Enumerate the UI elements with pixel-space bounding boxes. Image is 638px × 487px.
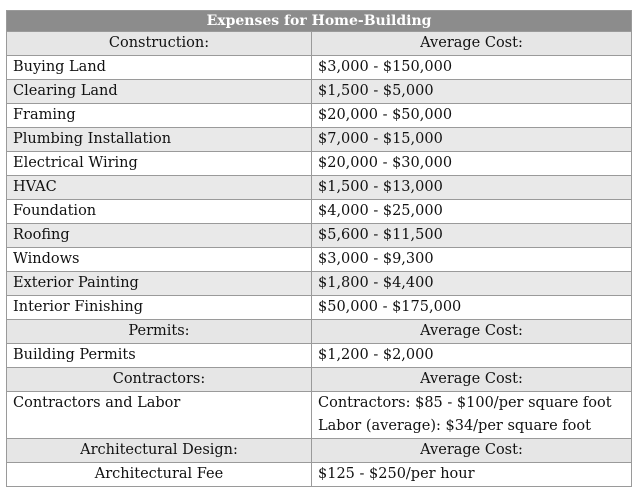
item-cell: HVAC xyxy=(7,176,312,200)
table-row xyxy=(7,344,632,368)
table-row xyxy=(7,104,632,128)
item-cell: Contractors and Labor xyxy=(7,392,312,439)
cost-header: Average Cost: xyxy=(312,32,632,56)
cost-cell: $1,500 - $13,000 xyxy=(312,176,632,200)
item-cell: Framing xyxy=(7,104,312,128)
item-cell: Architectural Fee xyxy=(7,463,312,487)
table-row xyxy=(7,296,632,320)
cost-cell: $50,000 - $175,000 xyxy=(312,296,632,320)
cost-cell: $1,200 - $2,000 xyxy=(312,344,632,368)
item-cell: Foundation xyxy=(7,200,312,224)
item-cell: Plumbing Installation xyxy=(7,128,312,152)
item-cell: Buying Land xyxy=(7,56,312,80)
cost-cell: $125 - $250/per hour xyxy=(312,463,632,487)
cost-line: Labor (average): $34/per square foot xyxy=(318,418,591,434)
item-cell: Clearing Land xyxy=(7,80,312,104)
section-label: Contractors: xyxy=(7,368,312,392)
cost-cell: $1,800 - $4,400 xyxy=(312,272,632,296)
table-row xyxy=(7,224,632,248)
cost-cell: $7,000 - $15,000 xyxy=(312,128,632,152)
cost-cell: $3,000 - $150,000 xyxy=(312,56,632,80)
table-row xyxy=(7,248,632,272)
section-header-permits xyxy=(7,320,632,344)
table-row xyxy=(7,200,632,224)
cost-header: Average Cost: xyxy=(312,368,632,392)
cost-line: Contractors: $85 - $100/per square foot xyxy=(318,395,612,411)
section-label: Architectural Design: xyxy=(7,439,312,463)
table-row xyxy=(7,80,632,104)
table-row xyxy=(7,392,632,439)
cost-cell xyxy=(312,392,632,439)
section-header-architectural xyxy=(7,439,632,463)
cost-cell: $5,600 - $11,500 xyxy=(312,224,632,248)
table-row xyxy=(7,272,632,296)
section-header-construction xyxy=(7,32,632,56)
cost-cell: $20,000 - $50,000 xyxy=(312,104,632,128)
cost-header: Average Cost: xyxy=(312,439,632,463)
cost-cell: $20,000 - $30,000 xyxy=(312,152,632,176)
item-cell: Roofing xyxy=(7,224,312,248)
section-label: Construction: xyxy=(7,32,312,56)
table-row xyxy=(7,56,632,80)
item-cell: Building Permits xyxy=(7,344,312,368)
item-cell: Electrical Wiring xyxy=(7,152,312,176)
section-label: Permits: xyxy=(7,320,312,344)
cost-header: Average Cost: xyxy=(312,320,632,344)
item-cell: Exterior Painting xyxy=(7,272,312,296)
table-row xyxy=(7,463,632,487)
expenses-table-container xyxy=(6,10,632,487)
table-row xyxy=(7,128,632,152)
item-cell: Interior Finishing xyxy=(7,296,312,320)
table-row xyxy=(7,176,632,200)
expenses-table xyxy=(6,10,632,487)
table-row xyxy=(7,152,632,176)
cost-cell: $4,000 - $25,000 xyxy=(312,200,632,224)
cost-cell: $3,000 - $9,300 xyxy=(312,248,632,272)
table-title: Expenses for Home-Building xyxy=(7,11,632,32)
section-header-contractors xyxy=(7,368,632,392)
cost-cell: $1,500 - $5,000 xyxy=(312,80,632,104)
item-cell: Windows xyxy=(7,248,312,272)
